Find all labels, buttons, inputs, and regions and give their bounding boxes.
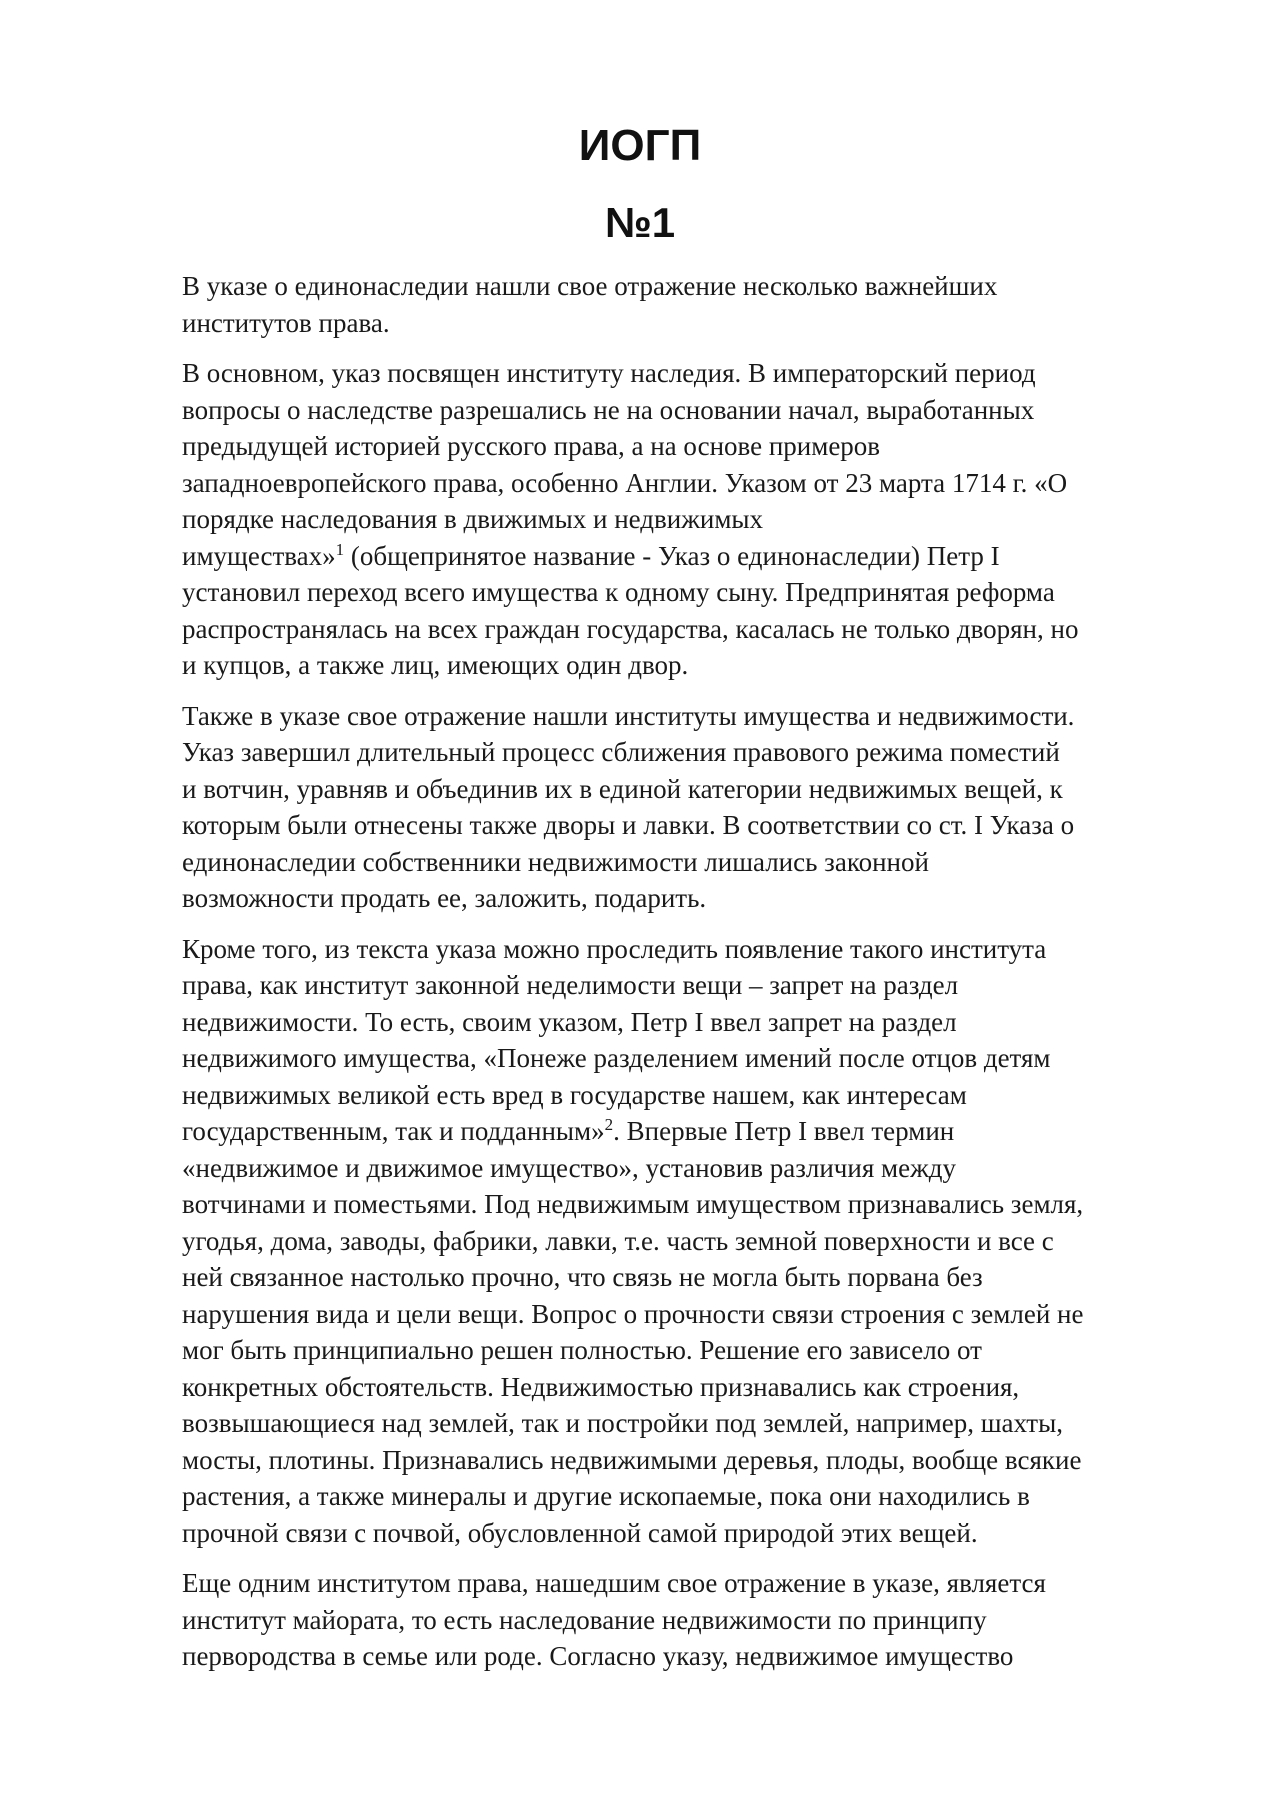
paragraph-1 xyxy=(182,268,1194,341)
text-fragment: государственным, так и подданным» xyxy=(182,1116,605,1146)
text-line: недвижимости. То есть, своим указом, Петр I ввел запрет на раздел xyxy=(182,1006,957,1037)
text-line: которым были отнесены также дворы и лавки. В соответствии со ст. I Указа о xyxy=(182,810,1075,840)
text-fragment: . Впервые Петр I ввел термин xyxy=(613,1116,955,1146)
text-line: единонаследии собственники недвижимости лишались законной xyxy=(182,846,929,877)
text-line: установил переход всего имущества к одному сыну. Предпринятая реформа xyxy=(182,577,1055,607)
text-line: возвышающиеся над землей, так и постройки под землей, например, шахты, xyxy=(182,1408,1063,1438)
text-line: мосты, плотины. Признавались недвижимыми деревья, плоды, вообще всякие xyxy=(182,1444,1082,1475)
paragraph-5 xyxy=(182,1565,1194,1675)
text-line: Еще одним институтом права, нашедшим свое отражение в указе, является xyxy=(182,1568,1046,1598)
text-line: нарушения вида и цели вещи. Вопрос о прочности связи строения с землей не xyxy=(182,1298,1084,1329)
text-fragment: имуществах» xyxy=(182,540,336,571)
text-line: недвижимого имущества, «Понеже разделением имений после отцов детям xyxy=(182,1043,1051,1073)
text-line: первородства в семье или роде. Согласно указу, недвижимое имущество xyxy=(182,1641,1014,1671)
footnote-ref-2[interactable]: 2 xyxy=(604,1115,614,1134)
text-line: Кроме того, из текста указа можно проследить появление такого института xyxy=(182,933,1047,964)
document-title: ИОГП xyxy=(578,121,702,170)
text-line: прочной связи с почвой, обусловленной самой природой этих вещей. xyxy=(182,1517,978,1548)
text-line: вопросы о наследстве разрешались не на основании начал, выработанных xyxy=(182,394,1035,425)
footnote-ref-1[interactable]: 1 xyxy=(335,539,345,559)
text-line: ней связанное настолько прочно, что связь не могла быть порвана без xyxy=(182,1262,983,1292)
text-line: конкретных обстоятельств. Недвижимостью признавались как строения, xyxy=(182,1371,1020,1402)
text-line: порядке наследования в движимых и недвижимых xyxy=(182,504,764,534)
text-line: Также в указе свое отражение нашли институты имущества и недвижимости. xyxy=(182,700,1075,731)
text-line: угодья, дома, заводы, фабрики, лавки, т.е. часть земной поверхности и все с xyxy=(182,1225,1054,1256)
text-line: «недвижимое и движимое имущество», установив различия между xyxy=(182,1152,956,1183)
text-line: мог быть принципиально решен полностью. Решение его зависело от xyxy=(182,1335,982,1365)
text-line-with-footnote xyxy=(182,538,1194,575)
text-line: растения, а также минералы и другие ископаемые, пока они находились в xyxy=(182,1481,1030,1511)
text-line: В основном, указ посвящен институту наследия. В императорский период xyxy=(182,358,1036,388)
text-line: распространялась на всех граждан государства, касалась не только дворян, но xyxy=(182,613,1079,644)
paragraph-4 xyxy=(182,931,1194,1552)
text-fragment: (общепринятое название - Указ о единонаследии) Петр I xyxy=(350,540,1000,571)
document-subtitle: №1 xyxy=(604,199,676,246)
text-line: и вотчин, уравняв и объединив их в единой категории недвижимых вещей, к xyxy=(182,773,1063,804)
text-line: недвижимых великой есть вред в государстве нашем, как интересам xyxy=(182,1079,967,1110)
document-body xyxy=(182,268,1194,1689)
paragraph-3 xyxy=(182,698,1194,917)
text-line: Указ завершил длительный процесс сближения правового режима поместий xyxy=(182,737,1060,767)
text-line: В указе о единонаследии нашли свое отражение несколько важнейших xyxy=(182,271,998,301)
text-line: западноевропейского права, особенно Англии. Указом от 23 марта 1714 г. «О xyxy=(182,467,1068,498)
text-line: и купцов, а также лиц, имеющих один двор. xyxy=(182,650,689,680)
text-line: права, как институт законной неделимости вещи – запрет на раздел xyxy=(182,970,959,1000)
text-line: институтов права. xyxy=(182,307,390,338)
paragraph-2 xyxy=(182,355,1194,684)
text-line: институт майората, то есть наследование недвижимости по принципу xyxy=(182,1604,987,1635)
text-line: вотчинами и поместьями. Под недвижимым имуществом признавались земля, xyxy=(182,1189,1084,1219)
text-line: предыдущей историей русского права, а на основе примеров xyxy=(182,431,881,461)
text-line: возможности продать ее, заложить, подарить. xyxy=(182,883,707,913)
text-line-with-footnote xyxy=(182,1113,1194,1150)
